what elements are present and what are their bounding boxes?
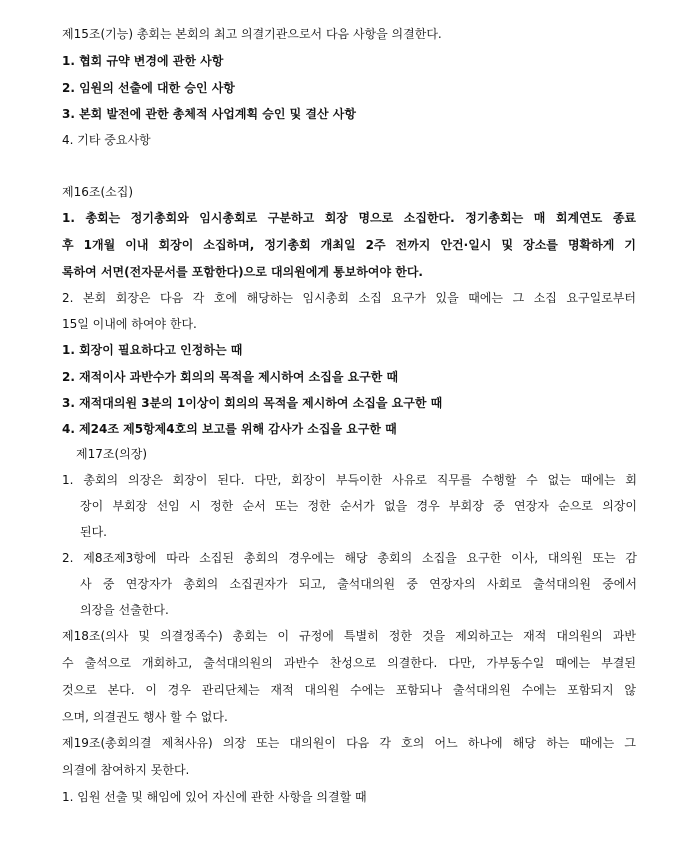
article-15-item-1: 1. 협회 규약 변경에 관한 사항 [62,54,224,68]
article-16-item-3: 3. 재적대의원 3분의 1이상이 회의의 목적을 제시하여 소집을 요구한 때 [62,396,443,410]
article-16-para-1-line-2: 후 1개월 이내 회장이 소집하며, 정기총회 개최일 2주 전까지 안건·일시 및 장소를 명확하게 기 [62,238,636,252]
article-15-item-4: 4. 기타 중요사항 [62,133,151,147]
article-19-line-1: 제19조(총회의결 제척사유) 의장 또는 대의원이 다음 각 호의 어느 하나에 해당 하는 때에는 그 [62,736,636,750]
article-17-para-2-line-2: 사 중 연장자가 총회의 소집권자가 되고, 출석대의원 중 연장자의 사회로 출석대의원 중에서 [80,577,637,591]
article-15-item-2: 2. 임원의 선출에 대한 승인 사항 [62,81,235,95]
article-18-line-2: 수 출석으로 개회하고, 출석대의원의 과반수 찬성으로 의결한다. 다만, 가부동수일 때에는 부결된 [62,656,636,670]
article-18-line-3: 것으로 본다. 이 경우 관리단체는 재적 대의원 수에는 포함되나 출석대의원 수에는 포함되지 않 [62,683,636,697]
article-16-item-1: 1. 회장이 필요하다고 인정하는 때 [62,343,243,357]
article-17-para-2-line-1: 2. 제8조제3항에 따라 소집된 총회의 경우에는 해당 총회의 소집을 요구한 이사, 대의원 또는 감 [62,551,637,565]
article-16-para-1-line-1: 1. 총회는 정기총회와 임시총회로 구분하고 회장 명으로 소집한다. 정기총회는 매 회계연도 종료 [62,211,636,225]
article-17-title: 제17조(의장) [76,447,148,461]
article-16-para-2-line-2: 15일 이내에 하여야 한다. [62,317,197,331]
article-15-title: 제15조(기능) 총회는 본회의 최고 의결기관으로서 다음 사항을 의결한다. [62,27,442,41]
article-16-item-2: 2. 재적이사 과반수가 회의의 목적을 제시하여 소집을 요구한 때 [62,370,399,384]
article-17-para-1-line-2: 장이 부회장 선임 시 정한 순서 또는 정한 순서가 없을 경우 부회장 중 연장자 순으로 의장이 [80,499,637,513]
article-16-para-1-line-3: 록하여 서면(전자문서를 포함한다)으로 대의원에게 통보하여야 한다. [62,265,423,279]
article-16-para-2-line-1: 2. 본회 회장은 다음 각 호에 해당하는 임시총회 소집 요구가 있을 때에는 그 소집 요구일로부터 [62,291,636,305]
article-18-line-1: 제18조(의사 및 의결정족수) 총회는 이 규정에 특별히 정한 것을 제외하고는 재적 대의원의 과반 [62,629,636,643]
article-18-line-4: 으며, 의결권도 행사 할 수 없다. [62,710,228,724]
article-17-para-1-line-1: 1. 총회의 의장은 회장이 된다. 다만, 회장이 부득이한 사유로 직무를 수행할 수 없는 때에는 회 [62,473,637,487]
article-16-title: 제16조(소집) [62,185,134,199]
article-19-item-1: 1. 임원 선출 및 해임에 있어 자신에 관한 사항을 의결할 때 [62,790,367,804]
article-19-line-2: 의결에 참여하지 못한다. [62,763,190,777]
article-16-item-4: 4. 제24조 제5항제4호의 보고를 위해 감사가 소집을 요구한 때 [62,422,397,436]
article-15-item-3: 3. 본회 발전에 관한 총체적 사업계획 승인 및 결산 사항 [62,107,356,121]
article-17-para-2-line-3: 의장을 선출한다. [80,603,169,617]
article-17-para-1-line-3: 된다. [80,525,107,539]
